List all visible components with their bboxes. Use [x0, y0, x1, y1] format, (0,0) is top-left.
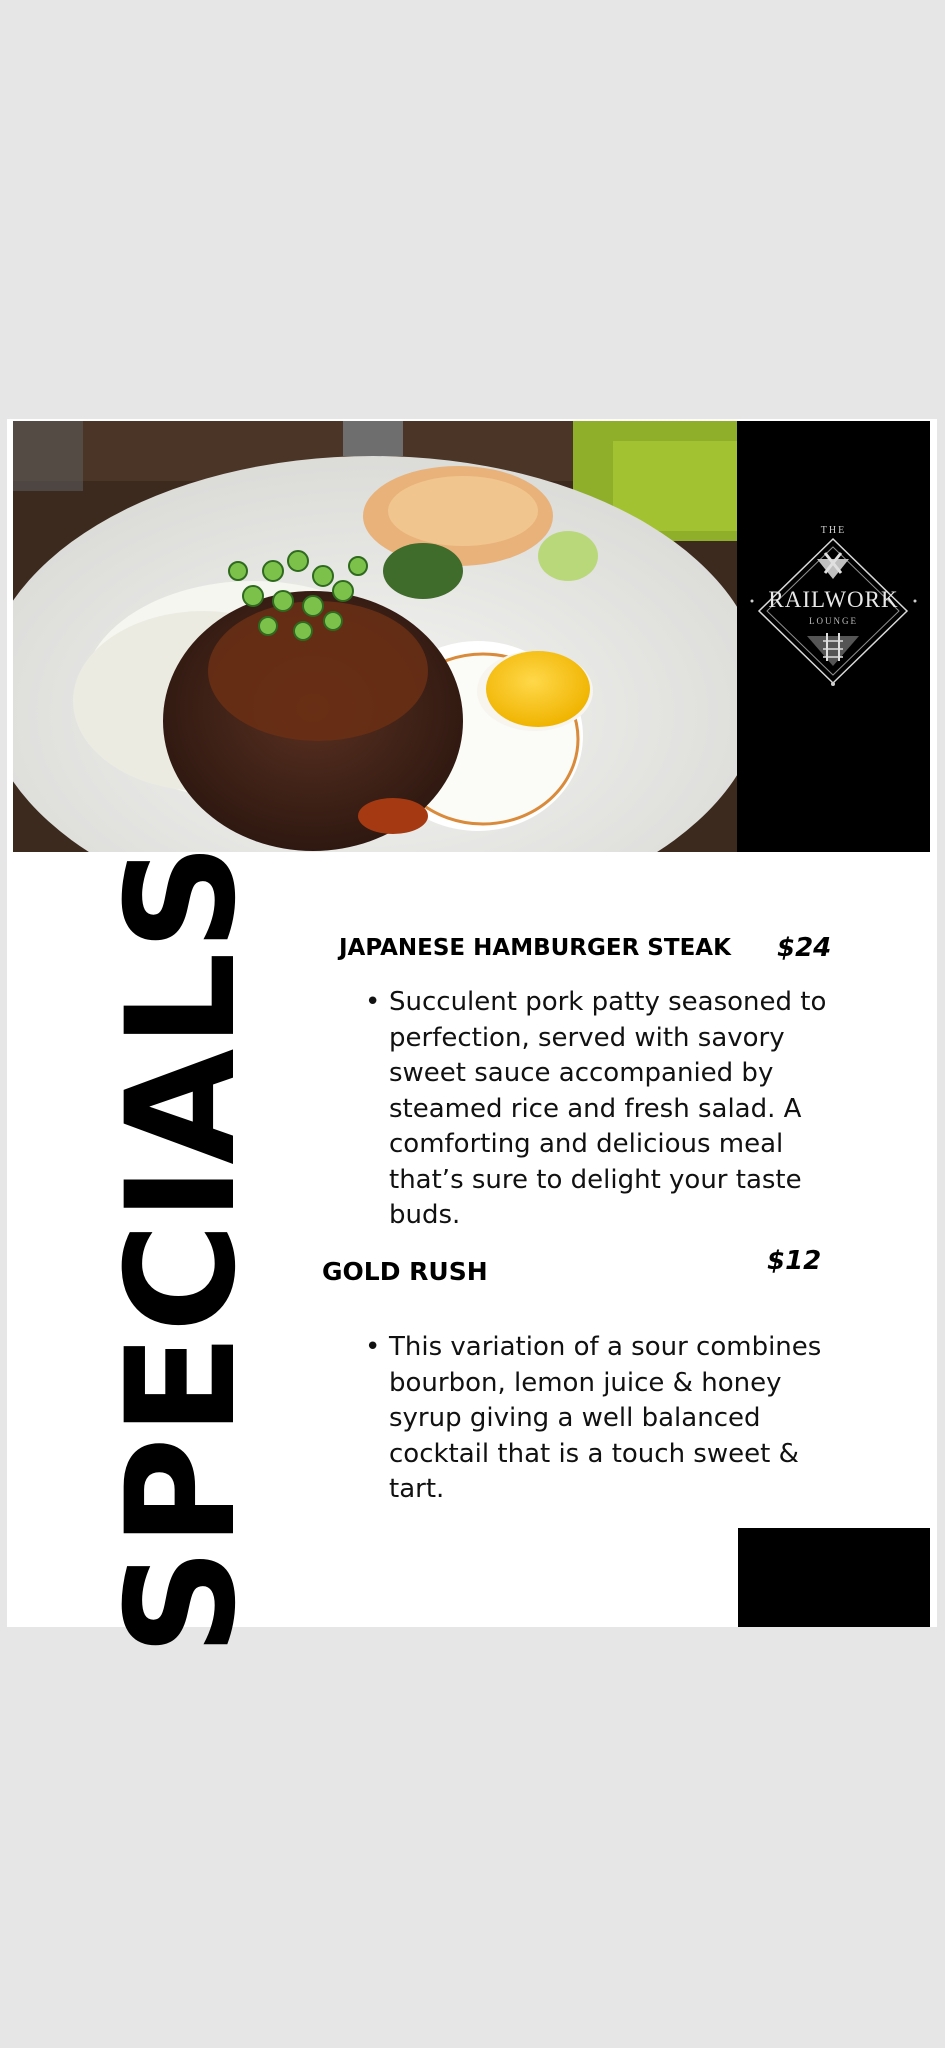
item-price: $12 [767, 1246, 822, 1276]
decorative-corner-block [738, 1528, 930, 1627]
logo-sub-text: LOUNGE [809, 616, 858, 626]
specials-title: SPECIALS [95, 841, 269, 1657]
item-price: $24 [777, 933, 832, 963]
railwork-logo [737, 421, 930, 852]
item-description: • Succulent pork patty seasoned to perfection, served with savory sweet sauce accompanied by steamed rice and fresh salad. A comforting and delicious meal that’s sure to delight your taste buds. [365, 985, 835, 1234]
item-description: • This variation of a sour combines bourbon, lemon juice & honey syrup giving a well balanced cocktail that is a touch sweet & tart. [365, 1330, 835, 1508]
logo-panel [737, 421, 930, 852]
specials-menu-card [7, 419, 937, 1657]
item-description-list [365, 985, 835, 1234]
item-name: GOLD RUSH [322, 1257, 488, 1286]
logo-the-text: THE [820, 525, 847, 536]
logo-name-text: RAILWORK [768, 587, 899, 612]
hamburger-steak-image [13, 421, 743, 852]
specials-title-container [95, 841, 269, 1657]
item-name: JAPANESE HAMBURGER STEAK [339, 935, 731, 961]
item-description-list [365, 1330, 835, 1508]
food-photo [13, 421, 743, 852]
